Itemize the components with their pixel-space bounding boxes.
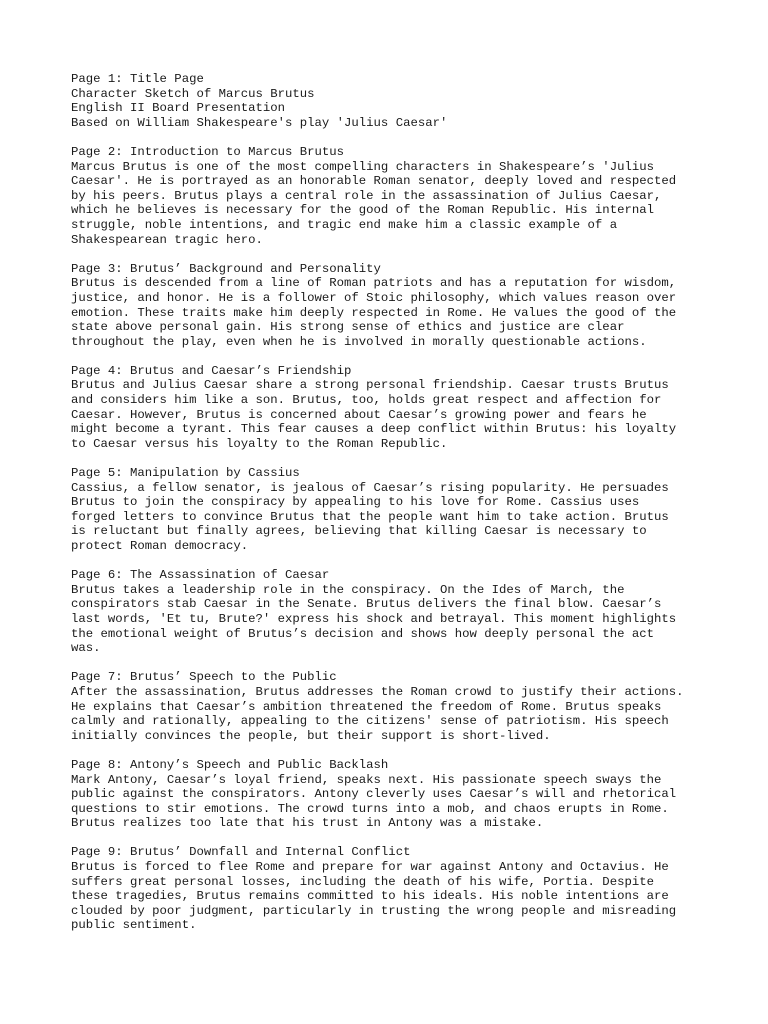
paragraph-line: Character Sketch of Marcus Brutus xyxy=(71,86,315,101)
section-introduction xyxy=(71,145,708,247)
paragraph-line: He explains that Caesar’s ambition threatened the freedom of Rome. Brutus speaks xyxy=(71,699,662,714)
paragraph-line: Brutus realizes too late that his trust in Antony was a mistake. xyxy=(71,816,544,831)
paragraph-line: Brutus takes a leadership role in the conspiracy. On the Ides of March, the xyxy=(71,582,625,597)
paragraph-line: initially convinces the people, but their support is short-lived. xyxy=(71,728,551,743)
paragraph-line: forged letters to convince Brutus that the people want him to take action. Brutus xyxy=(71,509,669,524)
paragraph-line: conspirators stab Caesar in the Senate. Brutus delivers the final blow. Caesar’s xyxy=(71,597,662,612)
section-heading: Page 6: The Assassination of Caesar xyxy=(71,568,330,583)
paragraph-line: last words, 'Et tu, Brute?' express his shock and betrayal. This moment highlights xyxy=(71,611,677,626)
section-heading: Page 5: Manipulation by Cassius xyxy=(71,466,300,481)
paragraph-line: Shakespearean tragic hero. xyxy=(71,232,263,247)
section-downfall xyxy=(71,845,708,933)
paragraph-line: Brutus is forced to flee Rome and prepare for war against Antony and Octavius. He xyxy=(71,860,669,875)
section-manipulation xyxy=(71,466,708,554)
paragraph-line: Caesar'. He is portrayed as an honorable Roman senator, deeply loved and respected xyxy=(71,174,677,189)
paragraph-line: questions to stir emotions. The crowd turns into a mob, and chaos erupts in Rome. xyxy=(71,801,669,816)
paragraph-line: Based on William Shakespeare's play 'Julius Caesar' xyxy=(71,115,448,130)
section-heading: Page 2: Introduction to Marcus Brutus xyxy=(71,144,345,159)
paragraph-line: by his peers. Brutus plays a central role in the assassination of Julius Caesar, xyxy=(71,188,662,203)
paragraph-line: to Caesar versus his loyalty to the Roman Republic. xyxy=(71,436,448,451)
paragraph-line: state above personal gain. His strong sense of ethics and justice are clear xyxy=(71,320,625,335)
paragraph-line: calmly and rationally, appealing to the citizens' sense of patriotism. His speech xyxy=(71,714,669,729)
paragraph-line: Caesar. However, Brutus is concerned about Caesar’s growing power and fears he xyxy=(71,407,647,422)
paragraph-line: which he believes is necessary for the good of the Roman Republic. His internal xyxy=(71,203,654,218)
section-heading: Page 4: Brutus and Caesar’s Friendship xyxy=(71,363,352,378)
section-heading: Page 3: Brutus’ Background and Personality xyxy=(71,261,381,276)
paragraph-line: throughout the play, even when he is involved in morally questionable actions. xyxy=(71,334,647,349)
paragraph-line: Cassius, a fellow senator, is jealous of Caesar’s rising popularity. He persuades xyxy=(71,480,669,495)
paragraph-line: After the assassination, Brutus addresses the Roman crowd to justify their actions. xyxy=(71,684,684,699)
paragraph-line: might become a tyrant. This fear causes a deep conflict within Brutus: his loyalty xyxy=(71,422,677,437)
paragraph-line: emotion. These traits make him deeply respected in Rome. He values the good of the xyxy=(71,305,677,320)
section-heading: Page 8: Antony’s Speech and Public Backlash xyxy=(71,757,389,772)
paragraph-line: these tragedies, Brutus remains committed to his ideals. His noble intentions are xyxy=(71,889,669,904)
paragraph-line: Mark Antony, Caesar’s loyal friend, speaks next. His passionate speech sways the xyxy=(71,772,662,787)
paragraph-line: public against the conspirators. Antony cleverly uses Caesar’s will and rhetorical xyxy=(71,787,677,802)
paragraph-line: suffers great personal losses, including the death of his wife, Portia. Despite xyxy=(71,874,654,889)
paragraph-line: clouded by poor judgment, particularly in trusting the wrong people and misreading xyxy=(71,903,677,918)
paragraph-line: Brutus and Julius Caesar share a strong personal friendship. Caesar trusts Brutus xyxy=(71,378,669,393)
paragraph-line: the emotional weight of Brutus’s decision and shows how deeply personal the act xyxy=(71,626,654,641)
paragraph-line: is reluctant but finally agrees, believing that killing Caesar is necessary to xyxy=(71,524,647,539)
section-heading: Page 1: Title Page xyxy=(71,72,204,86)
paragraph-line: protect Roman democracy. xyxy=(71,539,249,553)
paragraph-line: Marcus Brutus is one of the most compelling characters in Shakespeare’s 'Julius xyxy=(71,159,654,174)
paragraph-line: public sentiment. xyxy=(71,918,197,933)
section-friendship xyxy=(71,364,708,452)
paragraph-line: Brutus to join the conspiracy by appealing to his love for Rome. Cassius uses xyxy=(71,495,640,510)
section-heading: Page 9: Brutus’ Downfall and Internal Conflict xyxy=(71,845,411,860)
paragraph-line: struggle, noble intentions, and tragic end make him a classic example of a xyxy=(71,217,618,232)
section-speech xyxy=(71,670,708,743)
paragraph-line: Brutus is descended from a line of Roman patriots and has a reputation for wisdom, xyxy=(71,276,677,291)
paragraph-line: and considers him like a son. Brutus, too, holds great respect and affection for xyxy=(71,393,662,408)
paragraph-line: was. xyxy=(71,641,101,656)
section-title-page xyxy=(71,72,708,130)
section-assassination xyxy=(71,568,708,656)
section-heading: Page 7: Brutus’ Speech to the Public xyxy=(71,670,337,685)
paragraph-line: justice, and honor. He is a follower of Stoic philosophy, which values reason over xyxy=(71,290,677,305)
paragraph-line: English II Board Presentation xyxy=(71,101,286,116)
section-antony xyxy=(71,758,708,831)
section-background xyxy=(71,262,708,350)
